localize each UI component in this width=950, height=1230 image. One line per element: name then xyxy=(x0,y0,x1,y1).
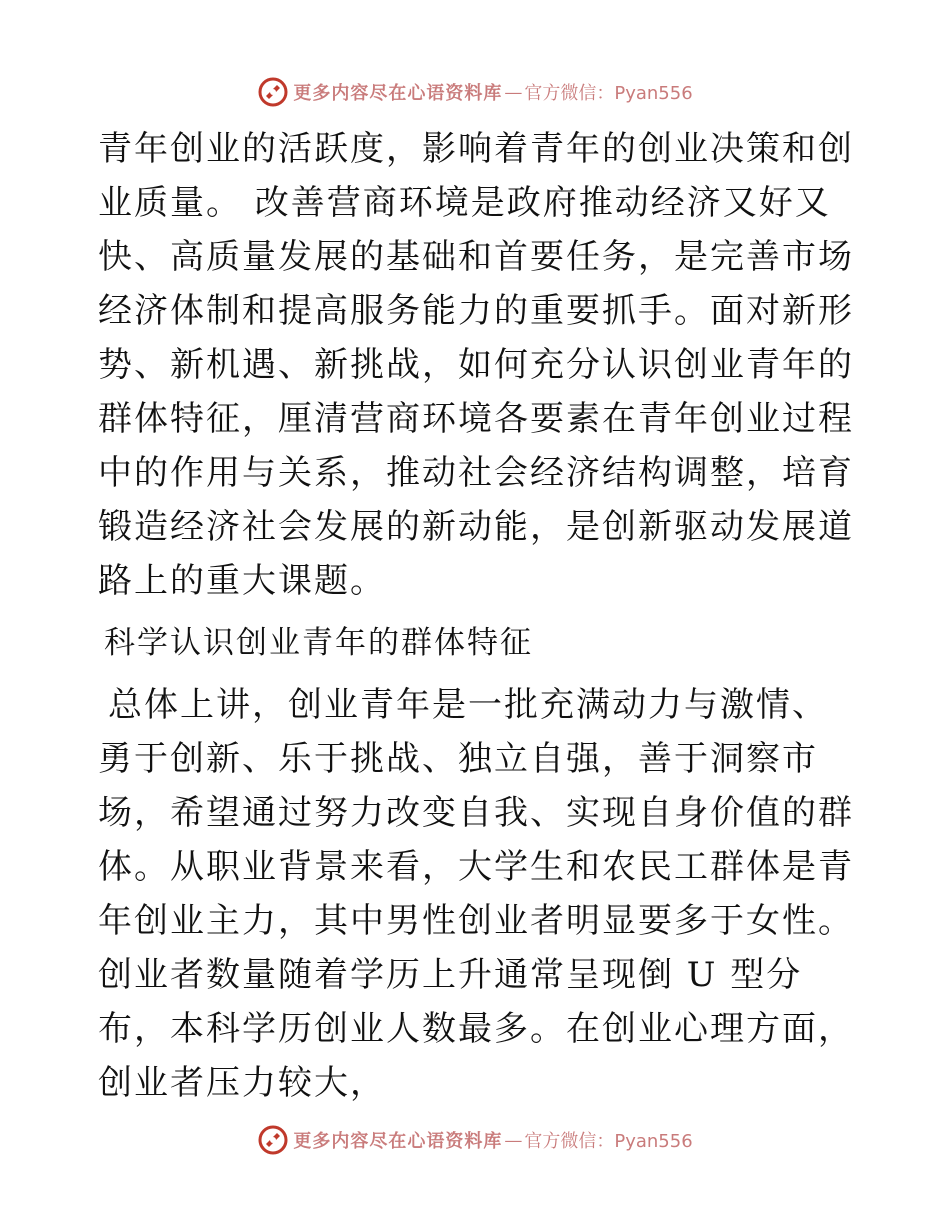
banner-wechat-text: 官方微信：Pyan556 xyxy=(524,1131,693,1152)
paragraph-1: 青年创业的活跃度，影响着青年的创业决策和创业质量。 改善营商环境是政府推动经济又好又快、高质量发展的基础和首要任务，是完善市场经济体制和提高服务能力的重要抓手。面对新形势、新机遇、新挑战，如何充分认识创业青年的群体特征，厘清营商环境各要素在青年创业过程中的作用与关系，推动社会经济结构调整，培育锻造经济社会发展的新动能，是创新驱动发展道路上的重大课题。 xyxy=(98,129,854,601)
footer-banner xyxy=(0,1120,950,1160)
banner-dash: — xyxy=(504,81,523,103)
brand-logo-icon xyxy=(257,76,289,108)
banner-wechat-text: 官方微信：Pyan556 xyxy=(524,83,693,104)
banner-dash: — xyxy=(504,1129,523,1151)
brand-logo-icon xyxy=(257,1124,289,1156)
paragraph-2: 总体上讲，创业青年是一批充满动力与激情、勇于创新、乐于挑战、独立自强，善于洞察市场，希望通过努力改变自我、实现自身价值的群体。从职业背景来看，大学生和农民工群体是青年创业主力，其中男性创业者明显要多于女性。创业者数量随着学历上升通常呈现倒 U 型分布，本科学历创业人数最多。在创业心理方面，创业者压力较大， xyxy=(98,685,854,1103)
banner-brand-text: 更多内容尽在心语资料库 xyxy=(293,1131,503,1152)
section-heading: 科学认识创业青年的群体特征 xyxy=(104,625,533,661)
banner-brand-text: 更多内容尽在心语资料库 xyxy=(293,83,503,104)
header-banner xyxy=(0,72,950,112)
document-body xyxy=(98,122,858,1110)
